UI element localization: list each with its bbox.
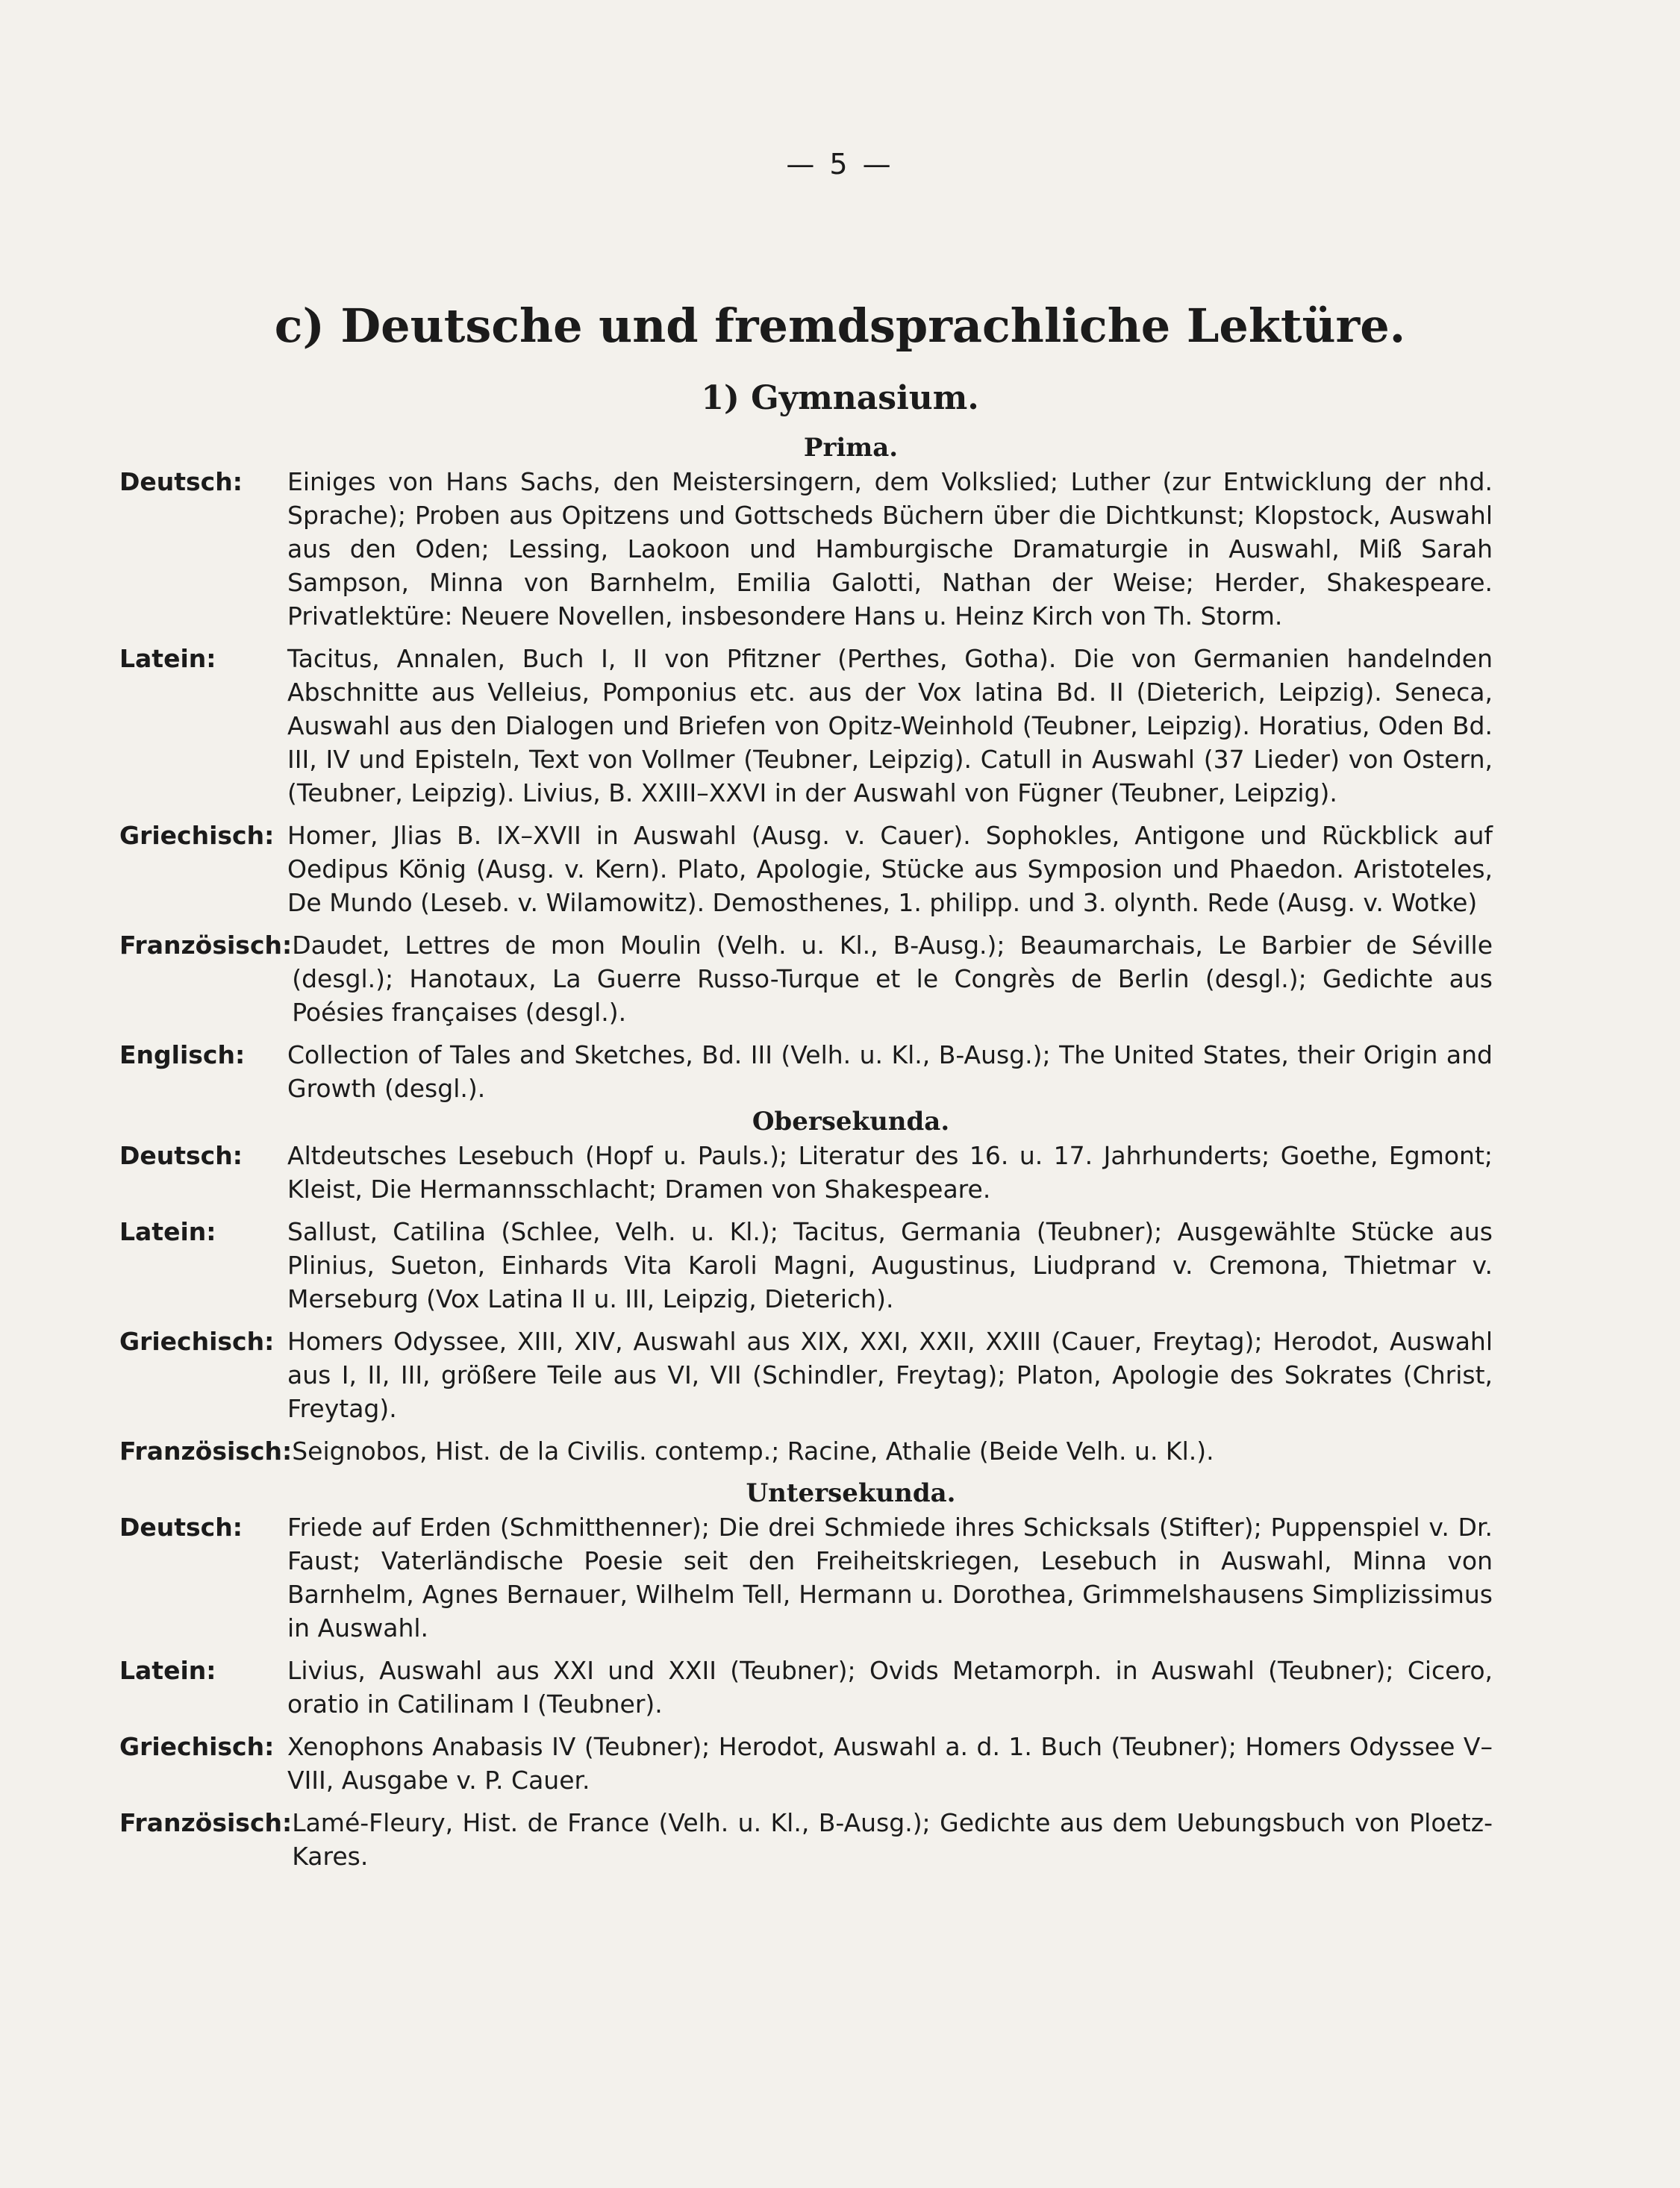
reading-list: [119, 431, 1493, 1882]
entry-obersekunda-griechisch: [119, 1325, 1493, 1425]
page-number: — 5 —: [786, 148, 894, 181]
entry-untersekunda-latein: [119, 1654, 1493, 1721]
entry-prima-franzoesisch: [119, 928, 1493, 1029]
subject-text: Homers Odyssee, XIII, XIV, Auswahl aus XIX, XXI, XXII, XXIII (Cauer, Freytag); Herodot, Auswahl aus I, II, III, größere Teile aus VI, VII (Schindler, Freytag); Platon, Apologie des Sokrates (Christ, Freytag).: [287, 1327, 1493, 1423]
entry-untersekunda-franzoesisch: [119, 1806, 1493, 1873]
subject-label: Deutsch:: [119, 1141, 243, 1170]
subject-text: Tacitus, Annalen, Buch I, II von Pfitzner (Perthes, Gotha). Die von Germanien handelnden Abschnitte aus Velleius, Pomponius etc. aus der Vox latina Bd. II (Dieterich, Leipzig). Seneca, Auswahl aus den Dialogen und Briefen von Opitz-Weinhold (Teubner, Leipzig). Horatius, Oden Bd. III, IV und Episteln, Text von Vollmer (Teubner, Leipzig). Catull in Auswahl (37 Lieder) von Ostern, (Teubner, Leipzig). Livius, B. XXIII–XXVI in der Auswahl von Fügner (Teubner, Leipzig).: [287, 644, 1493, 807]
entry-prima-griechisch: [119, 819, 1493, 919]
entry-untersekunda-deutsch: [119, 1510, 1493, 1645]
subject-label: Deutsch:: [119, 1513, 243, 1542]
page-heading: c) Deutsche und fremdsprachliche Lektüre.: [274, 298, 1406, 353]
subject-text: Homer, Jlias B. IX–XVII in Auswahl (Ausg. v. Cauer). Sophokles, Antigone und Rückblick auf Oedipus König (Ausg. v. Kern). Plato, Apologie, Stücke aus Symposion und Phaedon. Aristoteles, De Mundo (Leseb. v. Wilamowitz). Demosthenes, 1. philipp. und 3. olynth. Rede (Ausg. v. Wotke): [287, 821, 1493, 917]
subject-label: Latein:: [119, 1217, 216, 1246]
entry-prima-deutsch: [119, 465, 1493, 633]
subject-text: Collection of Tales and Sketches, Bd. III (Velh. u. Kl., B-Ausg.); The United States, their Origin and Growth (desgl.).: [287, 1040, 1493, 1103]
section-title-untersekunda: Untersekunda.: [746, 1478, 956, 1508]
subject-text: Xenophons Anabasis IV (Teubner); Herodot, Auswahl a. d. 1. Buch (Teubner); Homers Odyssee V–VIII, Ausgabe v. P. Cauer.: [287, 1732, 1493, 1795]
page-subheading: 1) Gymnasium.: [701, 379, 979, 417]
subject-label: Deutsch:: [119, 467, 243, 496]
subject-label: Englisch:: [119, 1040, 246, 1069]
subject-text: Einiges von Hans Sachs, den Meistersingern, dem Volkslied; Luther (zur Entwicklung der nhd. Sprache); Proben aus Opitzens und Gottscheds Büchern über die Dichtkunst; Klopstock, Auswahl aus den Oden; Lessing, Laokoon und Hamburgische Dramaturgie in Auswahl, Miß Sarah Sampson, Minna von Barnhelm, Emilia Galotti, Nathan der Weise; Herder, Shakespeare. Privatlektüre: Neuere Novellen, insbesondere Hans u. Heinz Kirch von Th. Storm.: [287, 467, 1493, 631]
entry-obersekunda-latein: [119, 1215, 1493, 1316]
subject-text: Daudet, Lettres de mon Moulin (Velh. u. Kl., B-Ausg.); Beaumarchais, Le Barbier de Séville (desgl.); Hanotaux, La Guerre Russo-Turque et le Congrès de Berlin (desgl.); Gedichte aus Poésies françaises (desgl.).: [292, 931, 1493, 1027]
section-title-obersekunda: Obersekunda.: [752, 1107, 950, 1137]
subject-label: Latein:: [119, 1656, 216, 1685]
subject-label: Französisch:: [119, 931, 293, 960]
subject-label: Latein:: [119, 644, 216, 673]
subject-text: Seignobos, Hist. de la Civilis. contemp.; Racine, Athalie (Beide Velh. u. Kl.).: [292, 1437, 1214, 1466]
subject-text: Livius, Auswahl aus XXI und XXII (Teubner); Ovids Metamorph. in Auswahl (Teubner); Cicero, oratio in Catilinam I (Teubner).: [287, 1656, 1493, 1719]
subject-label: Griechisch:: [119, 1732, 275, 1761]
entry-prima-latein: [119, 642, 1493, 810]
subject-label: Griechisch:: [119, 1327, 275, 1356]
entry-untersekunda-griechisch: [119, 1730, 1493, 1797]
subject-text: Altdeutsches Lesebuch (Hopf u. Pauls.); Literatur des 16. u. 17. Jahrhunderts; Goethe, Egmont; Kleist, Die Hermannsschlacht; Dramen von Shakespeare.: [287, 1141, 1493, 1204]
subject-text: Sallust, Catilina (Schlee, Velh. u. Kl.); Tacitus, Germania (Teubner); Ausgewählte Stücke aus Plinius, Sueton, Einhards Vita Karoli Magni, Augustinus, Liudprand v. Cremona, Thietmar v. Merseburg (Vox Latina II u. III, Leipzig, Dieterich).: [287, 1217, 1493, 1313]
subject-label: Französisch:: [119, 1437, 293, 1466]
subject-text: Lamé-Fleury, Hist. de France (Velh. u. Kl., B-Ausg.); Gedichte aus dem Uebungsbuch von Ploetz-Kares.: [292, 1808, 1493, 1871]
entry-prima-englisch: [119, 1038, 1493, 1105]
entry-obersekunda-franzoesisch: [119, 1434, 1493, 1468]
subject-label: Französisch:: [119, 1808, 293, 1837]
entry-obersekunda-deutsch: [119, 1139, 1493, 1206]
subject-label: Griechisch:: [119, 821, 275, 850]
subject-text: Friede auf Erden (Schmitthenner); Die drei Schmiede ihres Schicksals (Stifter); Puppenspiel v. Dr. Faust; Vaterländische Poesie seit den Freiheitskriegen, Lesebuch in Auswahl, Minna von Barnhelm, Agnes Bernauer, Wilhelm Tell, Hermann u. Dorothea, Grimmelshausens Simplizissimus in Auswahl.: [287, 1513, 1493, 1642]
section-title-prima: Prima.: [803, 433, 899, 463]
